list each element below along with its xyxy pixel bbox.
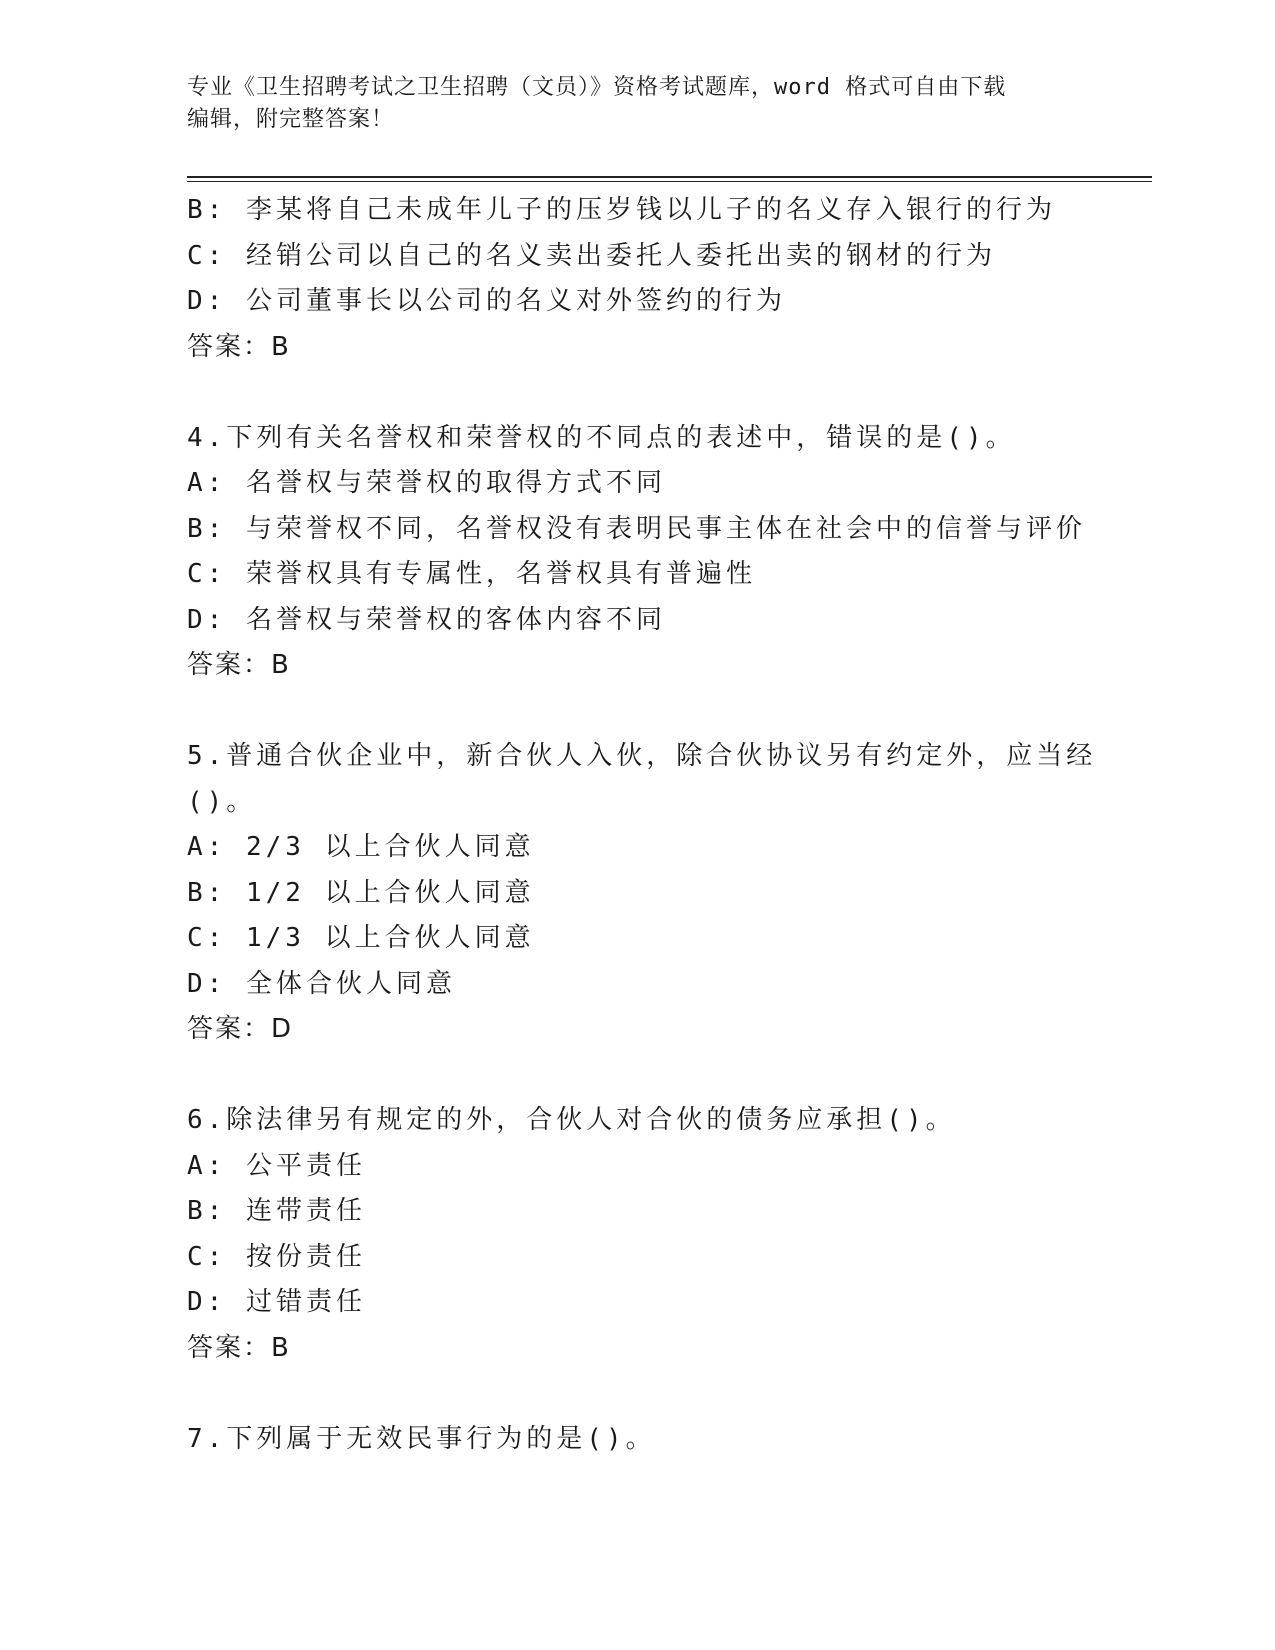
header-line-2: 编辑，附完整答案！ <box>187 107 395 132</box>
question-stem-line-2: ()。 <box>187 786 257 817</box>
option-c: C: 经销公司以自己的名义卖出委托人委托出卖的钢材的行为 <box>187 240 996 271</box>
option-a: A: 名誉权与荣誉权的取得方式不同 <box>187 468 666 498</box>
question-stem: 6.除法律另有规定的外，合伙人对合伙的债务应承担()。 <box>187 1105 956 1135</box>
option-d: D: 公司董事长以公司的名义对外签约的行为 <box>187 286 786 316</box>
answer-line: 答案：D <box>187 1014 294 1044</box>
spacer <box>187 370 1152 416</box>
answer-line: 答案：B <box>187 1332 291 1363</box>
option-a: A: 2/3 以上合伙人同意 <box>187 832 535 862</box>
spacer <box>187 689 1152 735</box>
option-c: C: 按份责任 <box>187 1241 366 1272</box>
header-divider-thick <box>187 176 1152 178</box>
answer-line: 答案：B <box>187 331 291 362</box>
answer-line: 答案：B <box>187 650 291 680</box>
question-stem-line-1: 5.普通合伙企业中，新合伙人入伙，除合伙协议另有约定外，应当经 <box>187 741 1097 771</box>
spacer <box>187 1053 1152 1099</box>
option-d: D: 过错责任 <box>187 1287 366 1317</box>
question-3-tail <box>187 188 1152 370</box>
option-c: C: 1/3 以上合伙人同意 <box>187 923 535 953</box>
spacer <box>187 1371 1152 1417</box>
question-7 <box>187 1417 1152 1463</box>
option-a: A: 公平责任 <box>187 1150 366 1181</box>
option-b: B: 李某将自己未成年儿子的压岁钱以儿子的名义存入银行的行为 <box>187 195 1056 225</box>
option-b: B: 1/2 以上合伙人同意 <box>187 877 535 908</box>
question-stem: 4.下列有关名誉权和荣誉权的不同点的表述中，错误的是()。 <box>187 422 1016 453</box>
question-5 <box>187 734 1152 1053</box>
question-list <box>187 188 1152 1462</box>
option-b: B: 连带责任 <box>187 1196 366 1226</box>
option-c: C: 荣誉权具有专属性，名誉权具有普遍性 <box>187 559 756 589</box>
option-d: D: 名誉权与荣誉权的客体内容不同 <box>187 604 666 635</box>
option-b: B: 与荣誉权不同，名誉权没有表明民事主体在社会中的信誉与评价 <box>187 513 1086 544</box>
question-6 <box>187 1098 1152 1371</box>
header-line-1: 专业《卫生招聘考试之卫生招聘（文员）》资格考试题库，word 格式可自由下载 <box>187 75 1007 100</box>
document-header <box>187 72 1087 136</box>
question-stem: 7.下列属于无效民事行为的是()。 <box>187 1423 656 1454</box>
question-4 <box>187 416 1152 689</box>
option-d: D: 全体合伙人同意 <box>187 968 456 999</box>
header-divider-thin <box>187 181 1152 182</box>
